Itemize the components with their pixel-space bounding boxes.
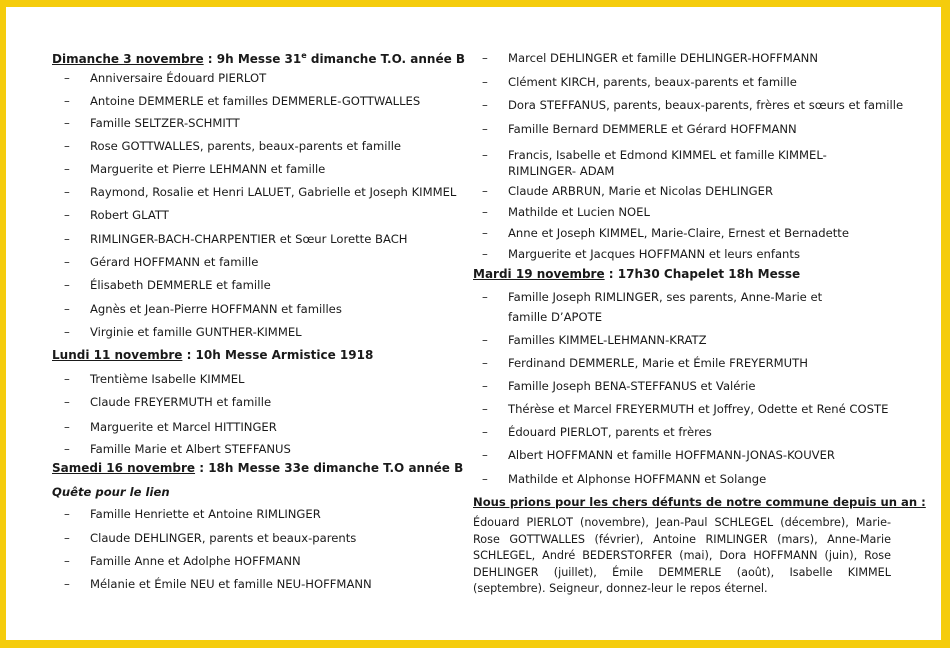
- section-heading-samedi: Samedi 16 novembre : 18h Messe 33e dimanche T.O année B: [52, 461, 464, 475]
- bulletin-page: Dimanche 3 novembre : 9h Messe 31e dimanche T.O. année B – Anniversaire Édouard PIERLOT – Antoine DEMMERLE et familles DEMMERLE-GOTTWALLES – Famille SELTZER-SCHMITT – Rose GOTTWALLES, parents, beaux-parents et famille – Marguerite et Pierre LEHMANN et famille – Raymond, Rosalie et Henri LALUET, Gabrielle et Joseph KIMMEL – Robert GLATT – RIMLINGER-BACH-CHARPENTIER et Sœur Lorette BACH – Gérard HOFFMANN et famille – Élisabeth DEMMERLE et famille – Agnès et Jean-Pierre HOFFMANN et familles – Virginie et famille GUNTHER-KIMMEL Lundi 11 novembre : 10h Messe Armistice 1918 – Trentième Isabelle KIMMEL – Claude FREYERMUTH et famille – Marguerite et Marcel HITTINGER – Famille Marie et Albert STEFFANUS Samedi 16 novembre : 18h Messe 33e dimanche T.O année B Quête pour le lien – Famille Henriette et Antoine RIMLINGER – Claude DEHLINGER, parents et beaux-parents – Famille Anne et Adolphe HOFFMANN – Mélanie et Émile NEU et famille NEU-HOFFMANN – Marcel DEHLINGER et famille DEHLINGER-HOFFMANN – Clément KIRCH, parents, beaux-parents et famille – Dora STEFFANUS, parents, beaux-parents, frères et sœurs et famille – Famille Bernard DEMMERLE et Gérard HOFFMANN – Francis, Isabelle et Edmond KIMMEL et famille KIMMEL- RIMLINGER- ADAM – Claude ARBRUN, Marie et Nicolas DEHLINGER – Mathilde et Lucien NOEL – Anne et Joseph KIMMEL, Marie-Claire, Ernest et Bernadette – Marguerite et Jacques HOFFMANN et leurs enfants Mardi 19 novembre : 17h30 Chapelet 18h Messe – Famille Joseph RIMLINGER, ses parents, Anne-Marie et famille D’APOTE – Familles KIMMEL-LEHMANN-KRATZ – Ferdinand DEMMERLE, Marie et Émile FREYERMUTH – Famille Joseph BENA-STEFFANUS et Valérie – Thérèse et Marcel FREYERMUTH et Joffrey, Odette et René COSTE – Édouard PIERLOT, parents et frères – Albert HOFFMANN et famille HOFFMANN-JONAS-KOUVER – Mathilde et Alphonse HOFFMANN et Solange Nous prions pour les chers défunts de notre commune depuis un an : Édouard PIERLOT (novembre), Jean-Paul SCHLEGEL (décembre), Marie-Rose GOTTWALLES (février), Antoine RIMLINGER (mars), Anne-Marie SCHLEGEL, André BEDERSTORFER (mai), Dora HOFFMANN (juin), Rose DEHLINGER (juillet), Émile DEMMERLE (août), Isabelle KIMMEL (septembre). Seigneur, donnez-leur le repos éternel.: [6, 7, 941, 640]
- section-heading-dimanche: Dimanche 3 novembre : 9h Messe 31e dimanche T.O. année B: [52, 51, 466, 66]
- section-heading-lundi: Lundi 11 novembre : 10h Messe Armistice 1918: [52, 348, 374, 362]
- prayer-heading: Nous prions pour les chers défunts de notre commune depuis un an :: [473, 495, 926, 509]
- prayer-text: Édouard PIERLOT (novembre), Jean-Paul SCHLEGEL (décembre), Marie-Rose GOTTWALLES (février), Antoine RIMLINGER (mars), Anne-Marie SCHLEGEL, André BEDERSTORFER (mai), Dora HOFFMANN (juin), Rose DEHLINGER (juillet), Émile DEMMERLE (août), Isabelle KIMMEL (septembre). Seigneur, donnez-leur le repos éternel.: [473, 516, 891, 595]
- section-subtitle: Quête pour le lien: [52, 485, 170, 499]
- section-heading-mardi: Mardi 19 novembre : 17h30 Chapelet 18h Messe: [473, 267, 801, 281]
